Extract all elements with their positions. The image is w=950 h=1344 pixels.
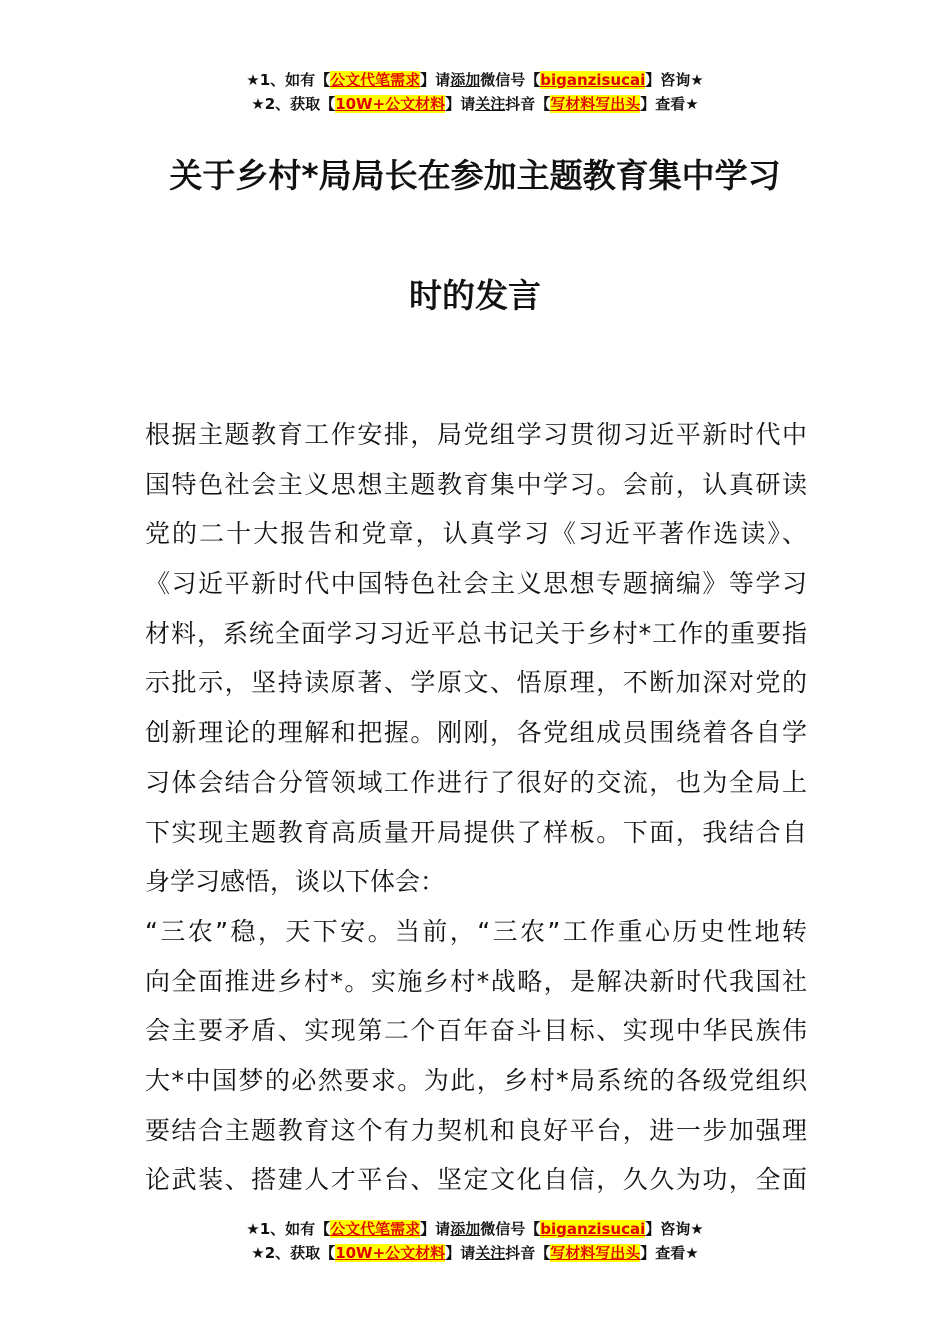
text: 】请 — [420, 71, 451, 89]
body-line: 示批示，坚持读原著、学原文、悟原理，不断加深对党的 — [145, 668, 807, 698]
body-line: 创新理论的理解和把握。刚刚，各党组成员围绕着各自学 — [145, 718, 807, 748]
body-line: 身学习感悟，谈以下体会： — [145, 867, 446, 897]
body-line: 党的二十大报告和党章，认真学习《习近平著作选读》、 — [145, 519, 807, 549]
promo-banner-top — [0, 68, 950, 116]
highlight: 公文代笔需求 — [330, 1220, 421, 1238]
underlined-text: 关注 — [475, 95, 506, 113]
highlight: 10W+公文材料 — [335, 1244, 446, 1262]
underlined-text: 关注 — [475, 1244, 506, 1262]
highlight: 10W+公文材料 — [335, 95, 446, 113]
body-line: 要结合主题教育这个有力契机和良好平台，进一步加强理 — [145, 1115, 807, 1145]
text: 】查看★ — [640, 1244, 699, 1262]
text: 】请 — [445, 95, 476, 113]
body-line: 下实现主题教育高质量开局提供了样板。下面，我结合自 — [145, 817, 807, 847]
text: 】请 — [420, 1220, 451, 1238]
body-line: 材料，系统全面学习习近平总书记关于乡村*工作的重要指 — [145, 618, 807, 648]
body-line: 会主要矛盾、实现第二个百年奋斗目标、实现中华民族伟 — [145, 1016, 807, 1046]
body-line: 根据主题教育工作安排，局党组学习贯彻习近平新时代中 — [145, 420, 807, 449]
text: ★1、如有【 — [246, 71, 331, 89]
text: 抖音【 — [505, 95, 551, 113]
text: 】请 — [445, 1244, 476, 1262]
underlined-text: 添加 — [450, 71, 481, 89]
promo-line-2 — [0, 92, 950, 116]
page-title-cont: 时的发言 — [409, 276, 541, 315]
promo-line-2 — [0, 1241, 950, 1265]
highlight: 写材料写出头 — [550, 1244, 641, 1262]
text: 】咨询★ — [645, 71, 704, 89]
promo-banner-bottom — [0, 1217, 950, 1265]
body-line: 《习近平新时代中国特色社会主义思想专题摘编》等学习 — [145, 569, 807, 599]
promo-line-1 — [0, 1217, 950, 1241]
body-line: 大*中国梦的必然要求。为此，乡村*局系统的各级党组织 — [145, 1065, 807, 1095]
underlined-text: 添加 — [450, 1220, 481, 1238]
body-line: 习体会结合分管领域工作进行了很好的交流，也为全局上 — [145, 767, 807, 797]
highlight: biganzisucai — [540, 1220, 646, 1238]
highlight: 公文代笔需求 — [330, 71, 421, 89]
highlight: biganzisucai — [540, 71, 646, 89]
text: 】咨询★ — [645, 1220, 704, 1238]
text: 微信号【 — [480, 71, 541, 89]
body-line: 论武装、搭建人才平台、坚定文化自信，久久为功，全面 — [145, 1165, 807, 1195]
body-line: “三农”稳，天下安。当前，“三农”工作重心历史性地转 — [145, 916, 807, 946]
text: 微信号【 — [480, 1220, 541, 1238]
text: ★2、获取【 — [251, 1244, 336, 1262]
text: ★2、获取【 — [251, 95, 336, 113]
body-line: 向全面推进乡村*。实施乡村*战略，是解决新时代我国社 — [145, 966, 807, 996]
text: ★1、如有【 — [246, 1220, 331, 1238]
promo-line-1 — [0, 68, 950, 92]
body-text — [145, 410, 807, 1205]
page-title: 关于乡村*局局长在参加主题教育集中学习 — [169, 156, 781, 195]
text: 】查看★ — [640, 95, 699, 113]
highlight: 写材料写出头 — [550, 95, 641, 113]
body-line: 国特色社会主义思想主题教育集中学习。会前，认真研读 — [145, 469, 807, 499]
text: 抖音【 — [505, 1244, 551, 1262]
